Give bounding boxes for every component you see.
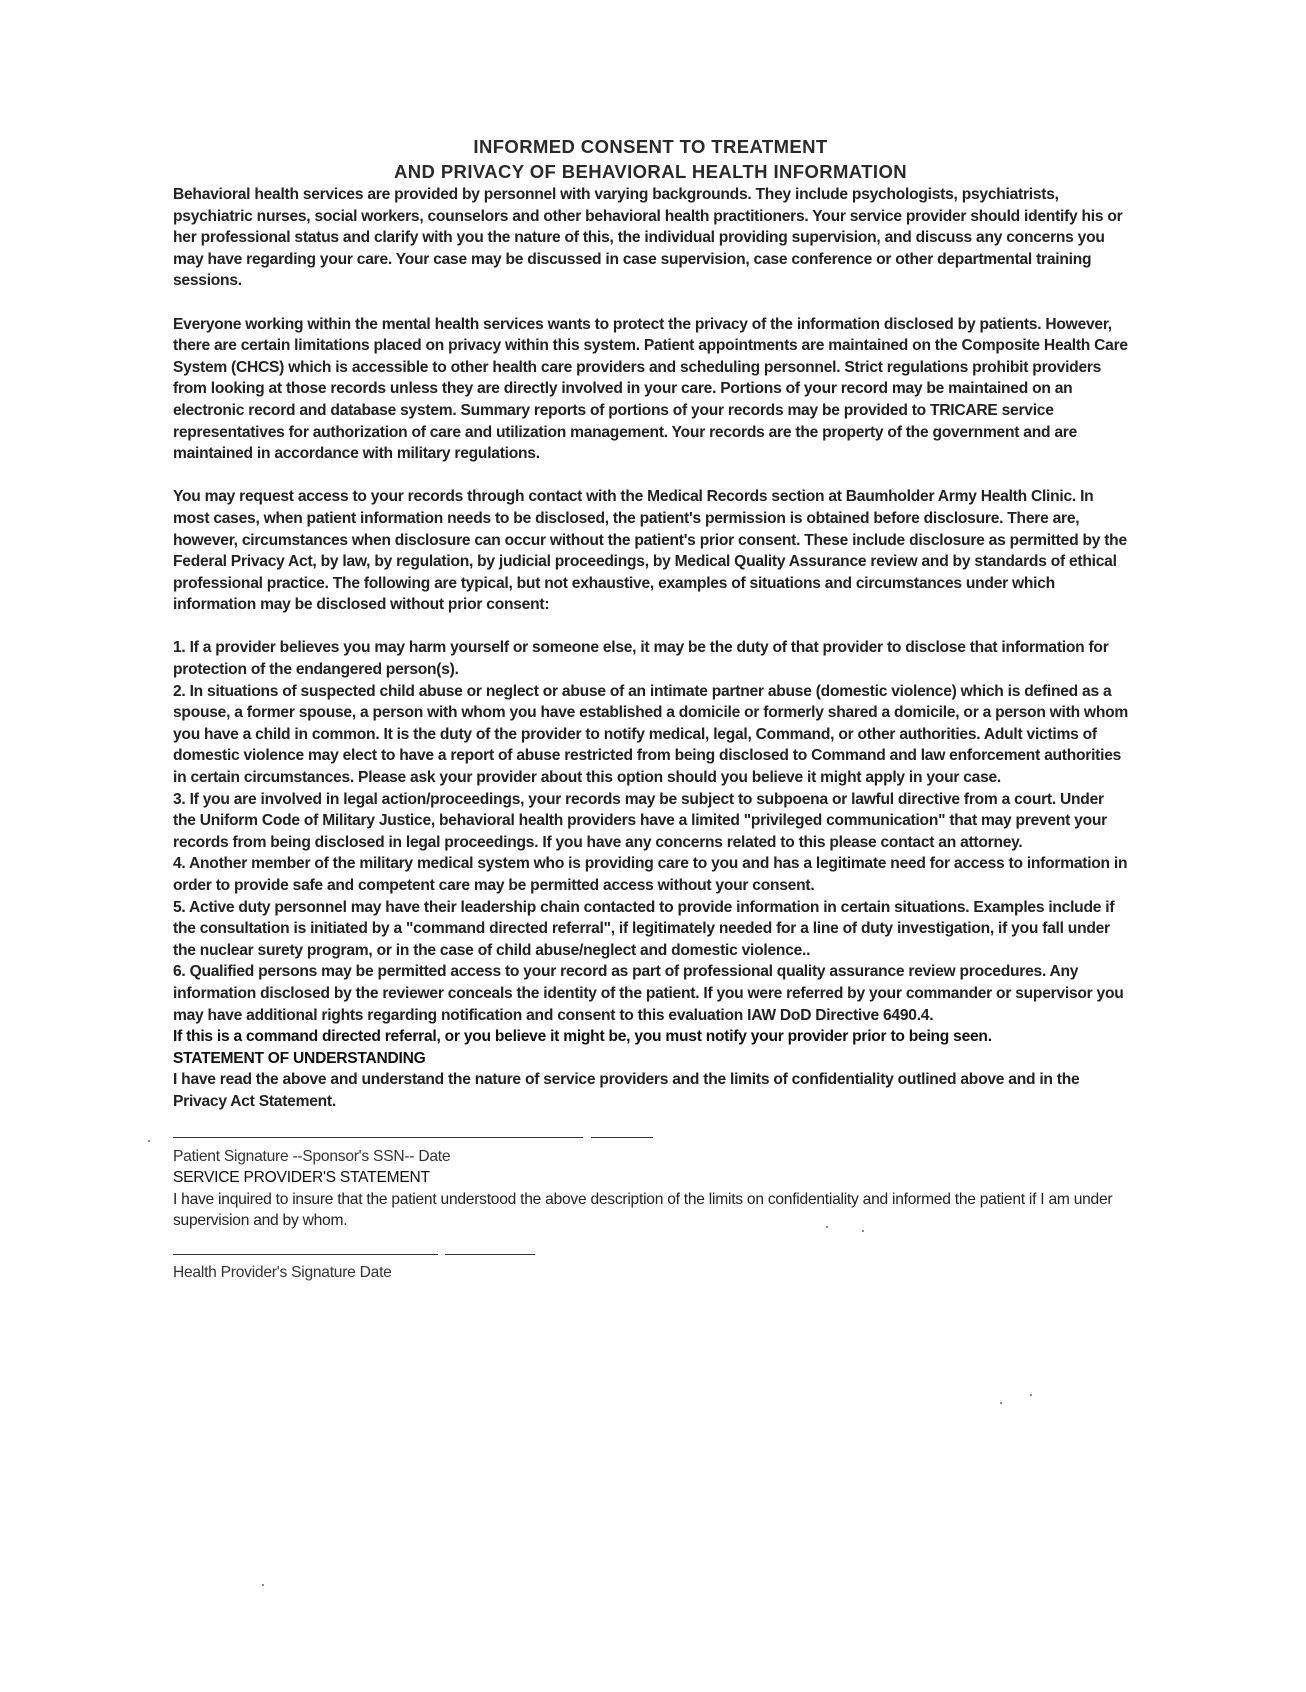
patient-signature-block bbox=[173, 1125, 1128, 1146]
command-referral-notice: If this is a command directed referral, or you believe it might be, you must notify your provider prior to being seen. bbox=[173, 1028, 992, 1046]
scan-speck bbox=[1030, 1394, 1032, 1396]
list-item: 4. Another member of the military medical system who is providing care to you and has a legitimate need for access to information in order to provide safe and competent care may be permitted access without your consent. bbox=[173, 855, 1128, 894]
paragraph-privacy: Everyone working within the mental health services wants to protect the privacy of the information disclosed by patients. However, there are certain limitations placed on privacy within this system. Patient appointments are maintained on the Composite Health Care System (CHCS) which is accessible to other health care providers and scheduling personnel. Strict regulations prohibit providers from looking at those records unless they are directly involved in your care. Portions of your record may be maintained on an electronic record and database system. Summary reports of portions of your records may be provided to TRICARE service representatives for authorization of care and utilization management. Your records are the property of the government and are maintained in accordance with military regulations. bbox=[173, 315, 1128, 463]
scan-speck bbox=[262, 1584, 264, 1586]
patient-date-line bbox=[591, 1137, 653, 1138]
scan-speck bbox=[862, 1230, 864, 1232]
title-line-1: INFORMED CONSENT TO TREATMENT bbox=[473, 136, 828, 157]
service-provider-text: I have inquired to insure that the patient understood the above description of the limits on confidentiality and informed the patient if I am under supervision and by whom. bbox=[173, 1190, 1113, 1230]
list-item: 6. Qualified persons may be permitted access to your record as part of professional quality assurance review procedures. Any information disclosed by the reviewer conceals the identity of the patient. If you were referred by your commander or supervisor you may have additional rights regarding notification and consent to this evaluation IAW DoD Directive 6490.4. bbox=[173, 963, 1124, 1024]
paragraph-services: Behavioral health services are provided by personnel with varying backgrounds. They include psychologists, psychiatrists, psychiatric nurses, social workers, counselors and other behavioral health practitioners. Your service provider should identify his or her professional status and clarify with you the nature of this, the individual providing supervision, and discuss any concerns you may have regarding your care. Your case may be discussed in case supervision, case conference or other departmental training sessions. bbox=[173, 186, 1123, 290]
service-provider-heading: SERVICE PROVIDER'S STATEMENT bbox=[173, 1169, 430, 1187]
statement-of-understanding-heading: STATEMENT OF UNDERSTANDING bbox=[173, 1049, 426, 1067]
patient-signature-line bbox=[173, 1137, 583, 1138]
provider-date-line bbox=[445, 1254, 535, 1255]
title-line-2: AND PRIVACY OF BEHAVIORAL HEALTH INFORMATION bbox=[394, 161, 907, 182]
list-item: 1. If a provider believes you may harm yourself or someone else, it may be the duty of that provider to disclose that information for protection of the endangered person(s). bbox=[173, 639, 1109, 679]
provider-signature-label: Health Provider's Signature Date bbox=[173, 1263, 392, 1281]
provider-signature-block bbox=[173, 1244, 1128, 1262]
scan-speck bbox=[148, 1140, 150, 1142]
spacer bbox=[173, 616, 1128, 638]
list-item: 3. If you are involved in legal action/proceedings, your records may be subject to subpoena or lawful directive from a court. Under the Uniform Code of Military Justice, behavioral health providers have a limited "privileged communication" that may prevent your records from being disclosed in legal proceedings. If you have any concerns related to this please contact an attorney. bbox=[173, 790, 1107, 851]
document-title bbox=[173, 134, 1128, 184]
list-item: 5. Active duty personnel may have their leadership chain contacted to provide information in certain situations. Examples include if the consultation is initiated by a "command directed referral", if legitimately needed for a line of duty investigation, if you fall under the nuclear surety program, or in the case of child abuse/neglect and domestic violence.. bbox=[173, 898, 1115, 959]
scan-speck bbox=[1000, 1402, 1002, 1404]
statement-of-understanding-text: I have read the above and understand the nature of service providers and the limits of confidentiality outlined above and in the Privacy Act Statement. bbox=[173, 1071, 1080, 1110]
spacer bbox=[173, 465, 1128, 487]
list-item: 2. In situations of suspected child abuse or neglect or abuse of an intimate partner abuse (domestic violence) which is defined as a spouse, a former spouse, a person with whom you have established a domicile or formerly shared a domicile, or a person with whom you have a child in common. It is the duty of the provider to notify medical, legal, Command, or other authorities. Adult victims of domestic violence may elect to have a report of abuse restricted from being disclosed to Command and law enforcement authorities in certain circumstances. Please ask your provider about this option should you believe it might apply in your case. bbox=[173, 682, 1128, 787]
spacer bbox=[173, 292, 1128, 314]
patient-signature-label: Patient Signature --Sponsor's SSN-- Date bbox=[173, 1147, 451, 1165]
paragraph-access: You may request access to your records through contact with the Medical Records section at Baumholder Army Health Clinic. In most cases, when patient information needs to be disclosed, the patient's permission is obtained before disclosure. There are, however, circumstances when disclosure can occur without the patient's prior consent. These include disclosure as permitted by the Federal Privacy Act, by law, by regulation, by judicial proceedings, by Medical Quality Assurance review and by standards of ethical professional practice. The following are typical, but not exhaustive, examples of situations and circumstances under which information may be disclosed without prior consent: bbox=[173, 488, 1127, 614]
document-body bbox=[173, 134, 1128, 1284]
scan-speck bbox=[826, 1226, 828, 1228]
provider-signature-line bbox=[173, 1254, 438, 1255]
